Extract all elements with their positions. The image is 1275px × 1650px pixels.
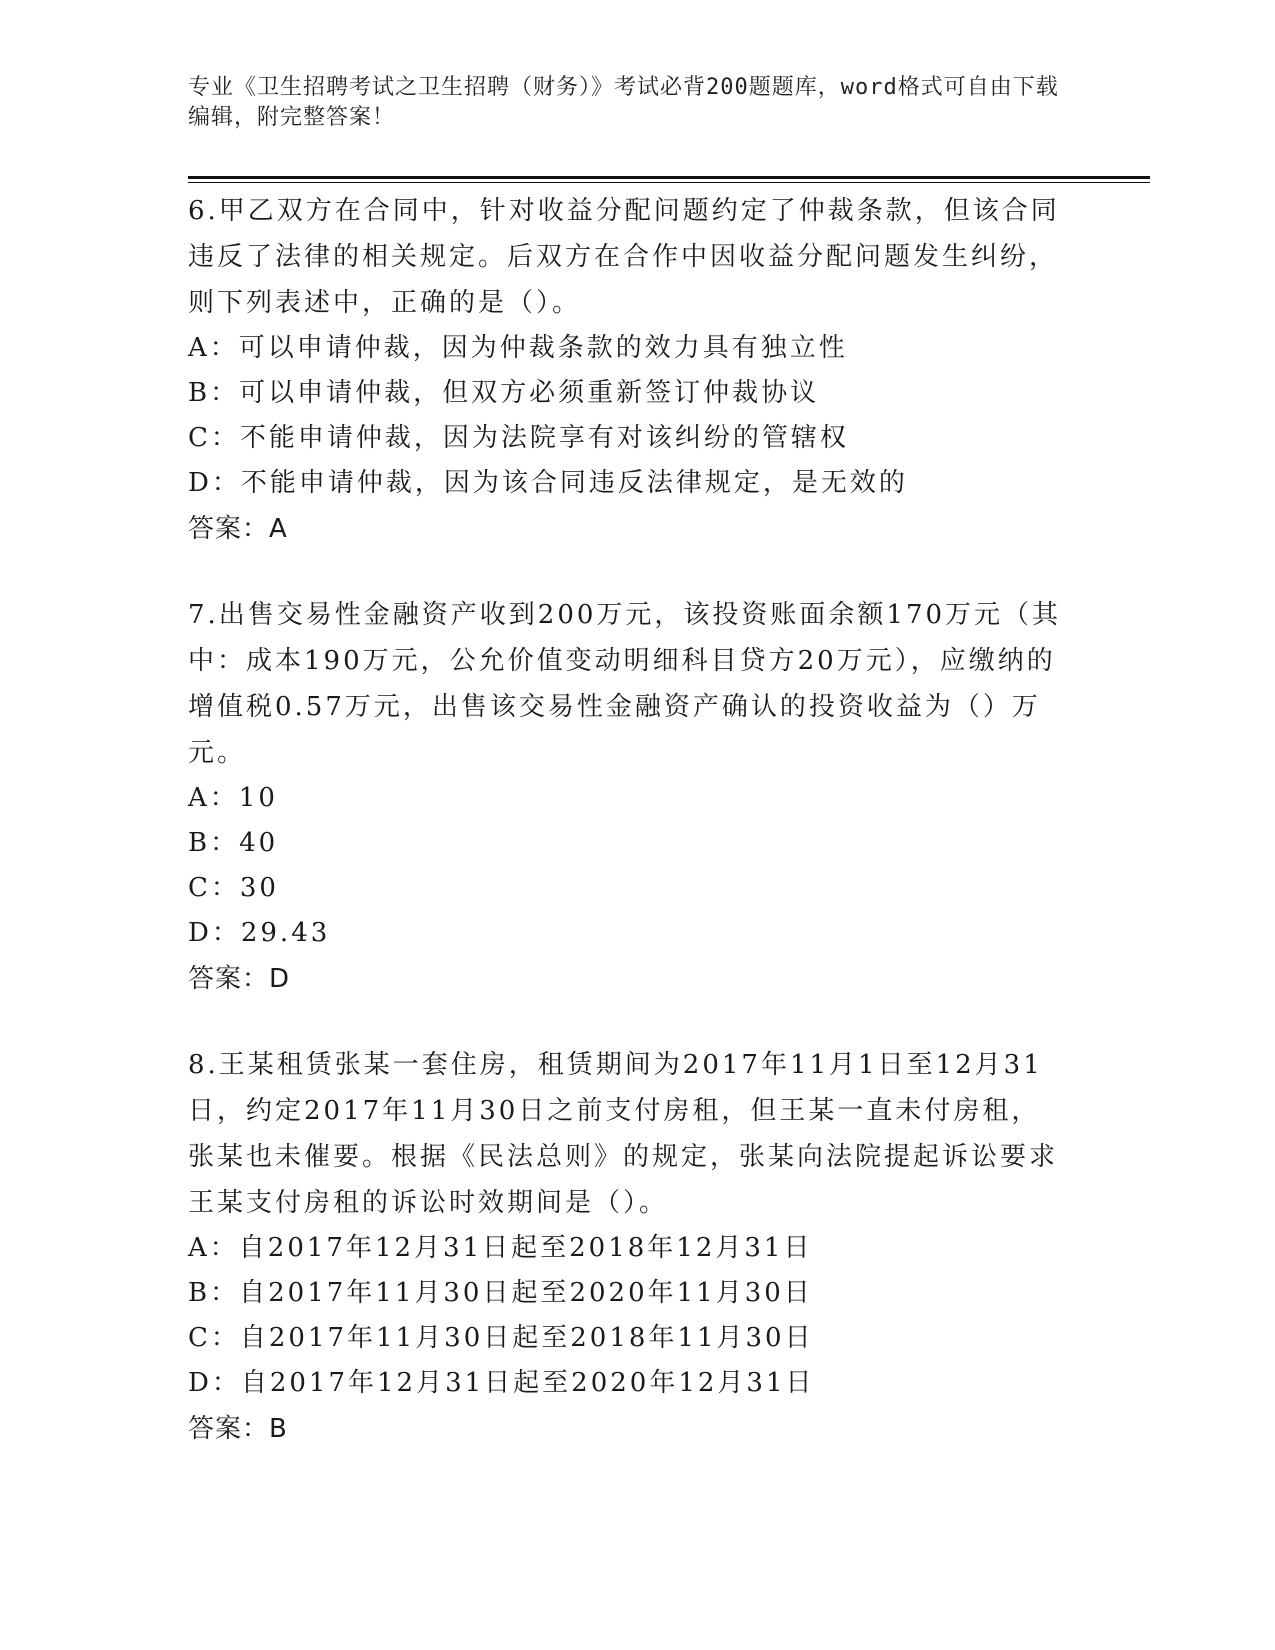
question-stem: 8.王某租赁张某一套住房，租赁期间为2017年11月1日至12月31日，约定2017年11月30日之前支付房租，但王某一直未付房租，张某也未催要。根据《民法总则》的规定，张某向法院提起诉讼要求王某支付房租的诉讼时效期间是（）。 [188, 1050, 1059, 1218]
option-c: C：30 [188, 873, 279, 903]
answer-line: 答案：B [188, 1414, 288, 1444]
option-b: B：可以申请仲裁，但双方必须重新签订仲裁协议 [188, 378, 820, 408]
option-d: D：自2017年12月31日起至2020年12月31日 [188, 1368, 815, 1398]
option-b: B：40 [188, 828, 279, 858]
option-b: B：自2017年11月30日起至2020年11月30日 [188, 1278, 813, 1308]
question-stem: 6.甲乙双方在合同中，针对收益分配问题约定了仲裁条款，但该合同违反了法律的相关规定。后双方在合作中因收益分配问题发生纠纷，则下列表述中，正确的是（）。 [188, 196, 1060, 318]
option-d: D：不能申请仲裁，因为该合同违反法律规定，是无效的 [188, 468, 908, 498]
answer-line: 答案：D [188, 964, 291, 994]
option-d: D：29.43 [188, 918, 331, 948]
option-c: C：自2017年11月30日起至2018年11月30日 [188, 1323, 814, 1353]
question-7 [188, 592, 1068, 1002]
header-rule-thin [188, 182, 1150, 183]
document-header: 专业《卫生招聘考试之卫生招聘（财务）》考试必背200题题库，word格式可自由下载编辑，附完整答案！ [188, 75, 1059, 130]
option-a: A：自2017年12月31日起至2018年12月31日 [188, 1233, 813, 1263]
header-rule-thick [188, 176, 1150, 179]
question-8 [188, 1042, 1068, 1452]
answer-line: 答案：A [188, 514, 288, 544]
option-c: C：不能申请仲裁，因为法院享有对该纠纷的管辖权 [188, 423, 849, 453]
question-6 [188, 188, 1068, 552]
question-stem: 7.出售交易性金融资产收到200万元，该投资账面余额170万元（其中：成本190万元，公允价值变动明细科目贷方20万元），应缴纳的增值税0.57万元，出售该交易性金融资产确认的投资收益为（）万元。 [188, 600, 1062, 768]
option-a: A：10 [188, 783, 278, 813]
option-a: A：可以申请仲裁，因为仲裁条款的效力具有独立性 [188, 333, 848, 363]
